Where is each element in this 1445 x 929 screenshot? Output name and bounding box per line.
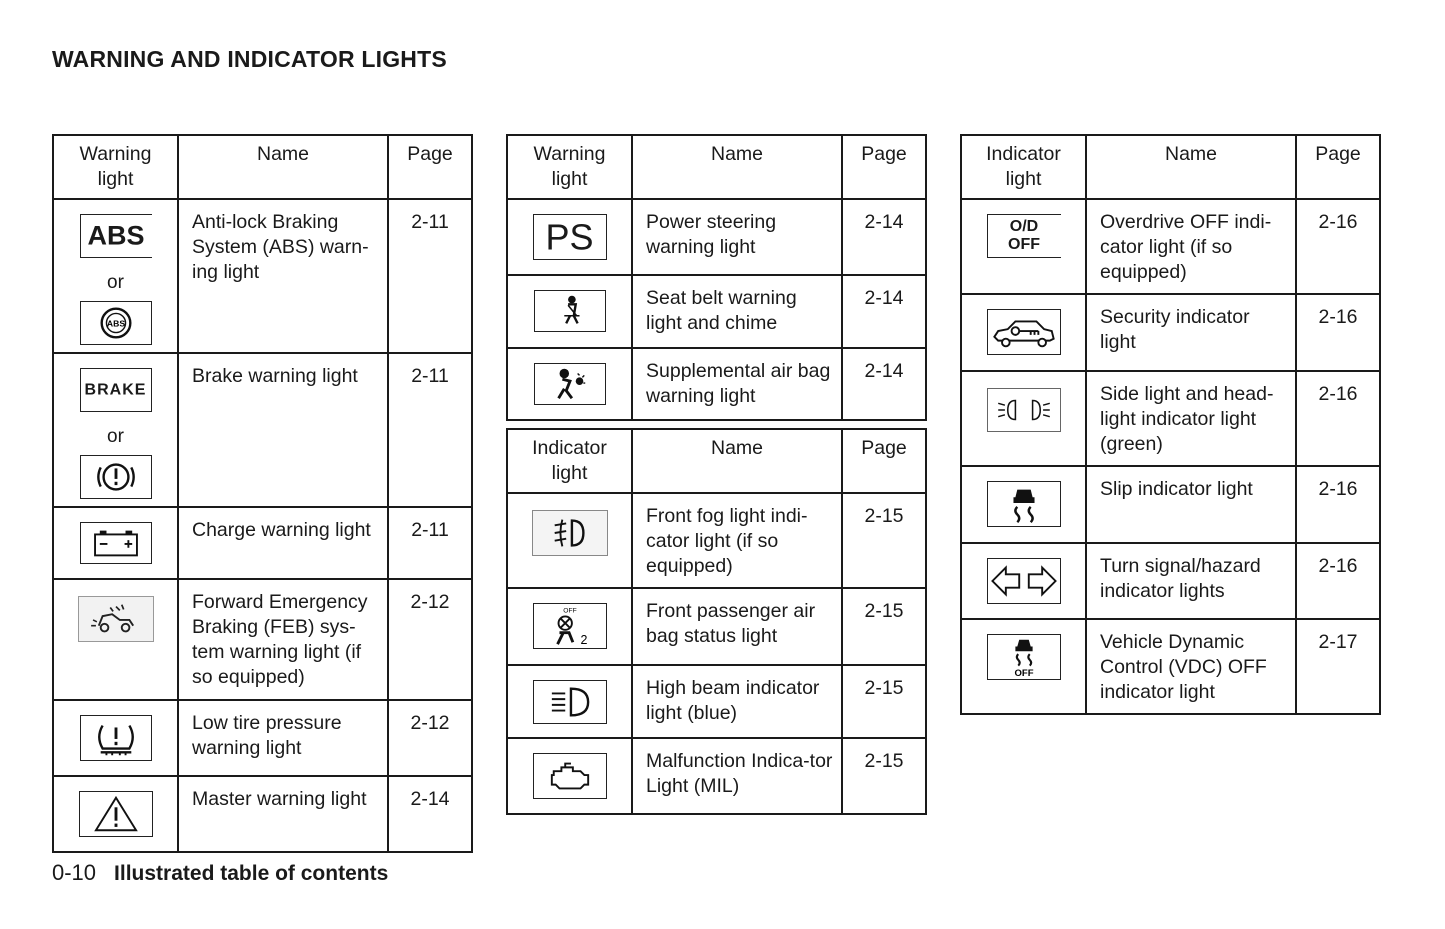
warning-lights-table-2 [506, 134, 927, 421]
page-ref: 2-11 [388, 353, 472, 507]
icon-cell [961, 466, 1086, 543]
icon-cell [961, 199, 1086, 294]
table-header [507, 429, 926, 493]
table-row [507, 348, 926, 420]
tire-pressure-icon [80, 715, 152, 761]
airbag-icon [534, 363, 606, 405]
light-name: Forward Emergency Braking (FEB) sys-tem warning light (if so equipped) [178, 579, 388, 700]
table-row [53, 507, 472, 579]
icon-cell [961, 294, 1086, 371]
icon-cell [507, 665, 632, 738]
header-page: Page [842, 135, 926, 199]
table-row [53, 199, 472, 353]
light-name: Charge warning light [178, 507, 388, 579]
light-name: Brake warning light [178, 353, 388, 507]
icon-cell [507, 588, 632, 665]
svg-text:ABS: ABS [106, 318, 125, 329]
light-name: Overdrive OFF indi-cator light (if so equipped) [1086, 199, 1296, 294]
light-name: Slip indicator light [1086, 466, 1296, 543]
light-name: Seat belt warning light and chime [632, 275, 842, 348]
icon-cell [961, 619, 1086, 714]
table-row [507, 588, 926, 665]
light-name: Supplemental air bag warning light [632, 348, 842, 420]
table-row [53, 700, 472, 776]
light-name: Front passenger air bag status light [632, 588, 842, 665]
abs-icon: ABS [80, 214, 152, 258]
page-ref: 2-16 [1296, 543, 1380, 619]
turn-signal-icon [987, 558, 1061, 604]
brake-icon: BRAKE [80, 368, 152, 412]
icon-cell [961, 543, 1086, 619]
table-row [53, 579, 472, 700]
page-ref: 2-14 [842, 275, 926, 348]
header-name: Name [632, 429, 842, 493]
engine-icon [533, 753, 607, 799]
footer-section-title: Illustrated table of contents [114, 862, 389, 885]
page-title: WARNING AND INDICATOR LIGHTS [52, 46, 447, 72]
brake-circle-icon [80, 455, 152, 499]
page-footer [52, 860, 388, 886]
feb-car-icon [78, 596, 154, 642]
header-page: Page [842, 429, 926, 493]
icon-cell [53, 776, 178, 852]
icon-cell [53, 507, 178, 579]
table-header [961, 135, 1380, 199]
table-row [507, 199, 926, 275]
vdc-off-icon [987, 634, 1061, 680]
abs-circle-icon [80, 301, 152, 345]
light-name: Power steering warning light [632, 199, 842, 275]
page-ref: 2-15 [842, 493, 926, 588]
header-indicator-light: Indicator light [961, 135, 1086, 199]
page-ref: 2-11 [388, 507, 472, 579]
security-car-key-icon [987, 309, 1061, 355]
page-ref: 2-16 [1296, 466, 1380, 543]
page-ref: 2-15 [842, 588, 926, 665]
table-header [507, 135, 926, 199]
side-headlight-icon [987, 388, 1061, 432]
page-ref: 2-15 [842, 665, 926, 738]
light-name: Anti-lock Braking System (ABS) warn-ing light [178, 199, 388, 353]
table-row [961, 371, 1380, 466]
icon-cell [53, 700, 178, 776]
page-ref: 2-12 [388, 579, 472, 700]
indicator-lights-table-1 [506, 428, 927, 815]
battery-icon [80, 522, 152, 564]
light-name: Low tire pressure warning light [178, 700, 388, 776]
or-label: or [107, 272, 124, 293]
icon-cell [507, 493, 632, 588]
page-ref: 2-17 [1296, 619, 1380, 714]
icon-cell [53, 199, 178, 353]
page-ref: 2-14 [842, 348, 926, 420]
page-ref: 2-16 [1296, 294, 1380, 371]
header-page: Page [1296, 135, 1380, 199]
icon-cell [507, 348, 632, 420]
indicator-lights-table-2 [960, 134, 1381, 715]
light-name: Turn signal/hazard indicator lights [1086, 543, 1296, 619]
light-name: Security indicator light [1086, 294, 1296, 371]
light-name: High beam indicator light (blue) [632, 665, 842, 738]
or-label: or [107, 426, 124, 447]
light-name: Side light and head-light indicator light (green) [1086, 371, 1296, 466]
page-ref: 2-14 [842, 199, 926, 275]
header-warning-light: Warning light [507, 135, 632, 199]
footer-page-number: 0-10 [52, 860, 97, 885]
table-row [507, 738, 926, 814]
icon-cell [961, 371, 1086, 466]
table-row [53, 353, 472, 507]
page-ref: 2-11 [388, 199, 472, 353]
passenger-airbag-icon [533, 603, 607, 649]
svg-text:2: 2 [580, 633, 587, 648]
icon-cell [53, 353, 178, 507]
light-name: Malfunction Indica-tor Light (MIL) [632, 738, 842, 814]
vdc-off-text: OFF [1013, 668, 1034, 679]
page-ref: 2-15 [842, 738, 926, 814]
passenger-airbag-off-text: OFF [562, 607, 577, 615]
page-ref: 2-16 [1296, 199, 1380, 294]
table-row [53, 776, 472, 852]
icon-cell [507, 275, 632, 348]
icon-cell [53, 579, 178, 700]
power-steering-icon: PS [533, 214, 607, 260]
table-row [961, 294, 1380, 371]
header-name: Name [178, 135, 388, 199]
header-page: Page [388, 135, 472, 199]
header-indicator-light: Indicator light [507, 429, 632, 493]
table-header [53, 135, 472, 199]
overdrive-off-icon: O/D OFF [987, 214, 1061, 258]
master-warning-triangle-icon [79, 791, 153, 837]
table-row [961, 619, 1380, 714]
light-name: Master warning light [178, 776, 388, 852]
page-ref: 2-16 [1296, 371, 1380, 466]
header-warning-light: Warning light [53, 135, 178, 199]
header-name: Name [1086, 135, 1296, 199]
table-row [961, 199, 1380, 294]
table-row [507, 665, 926, 738]
slip-icon [987, 481, 1061, 527]
icon-cell [507, 738, 632, 814]
page-ref: 2-12 [388, 700, 472, 776]
table-row [507, 493, 926, 588]
icon-cell [507, 199, 632, 275]
high-beam-icon [533, 680, 607, 724]
header-name: Name [632, 135, 842, 199]
page-ref: 2-14 [388, 776, 472, 852]
table-row [961, 466, 1380, 543]
light-name: Vehicle Dynamic Control (VDC) OFF indicator light [1086, 619, 1296, 714]
light-name: Front fog light indi-cator light (if so equipped) [632, 493, 842, 588]
warning-lights-table-1 [52, 134, 473, 853]
table-row [507, 275, 926, 348]
front-fog-icon [532, 510, 608, 556]
table-row [961, 543, 1380, 619]
seat-belt-icon [534, 290, 606, 332]
